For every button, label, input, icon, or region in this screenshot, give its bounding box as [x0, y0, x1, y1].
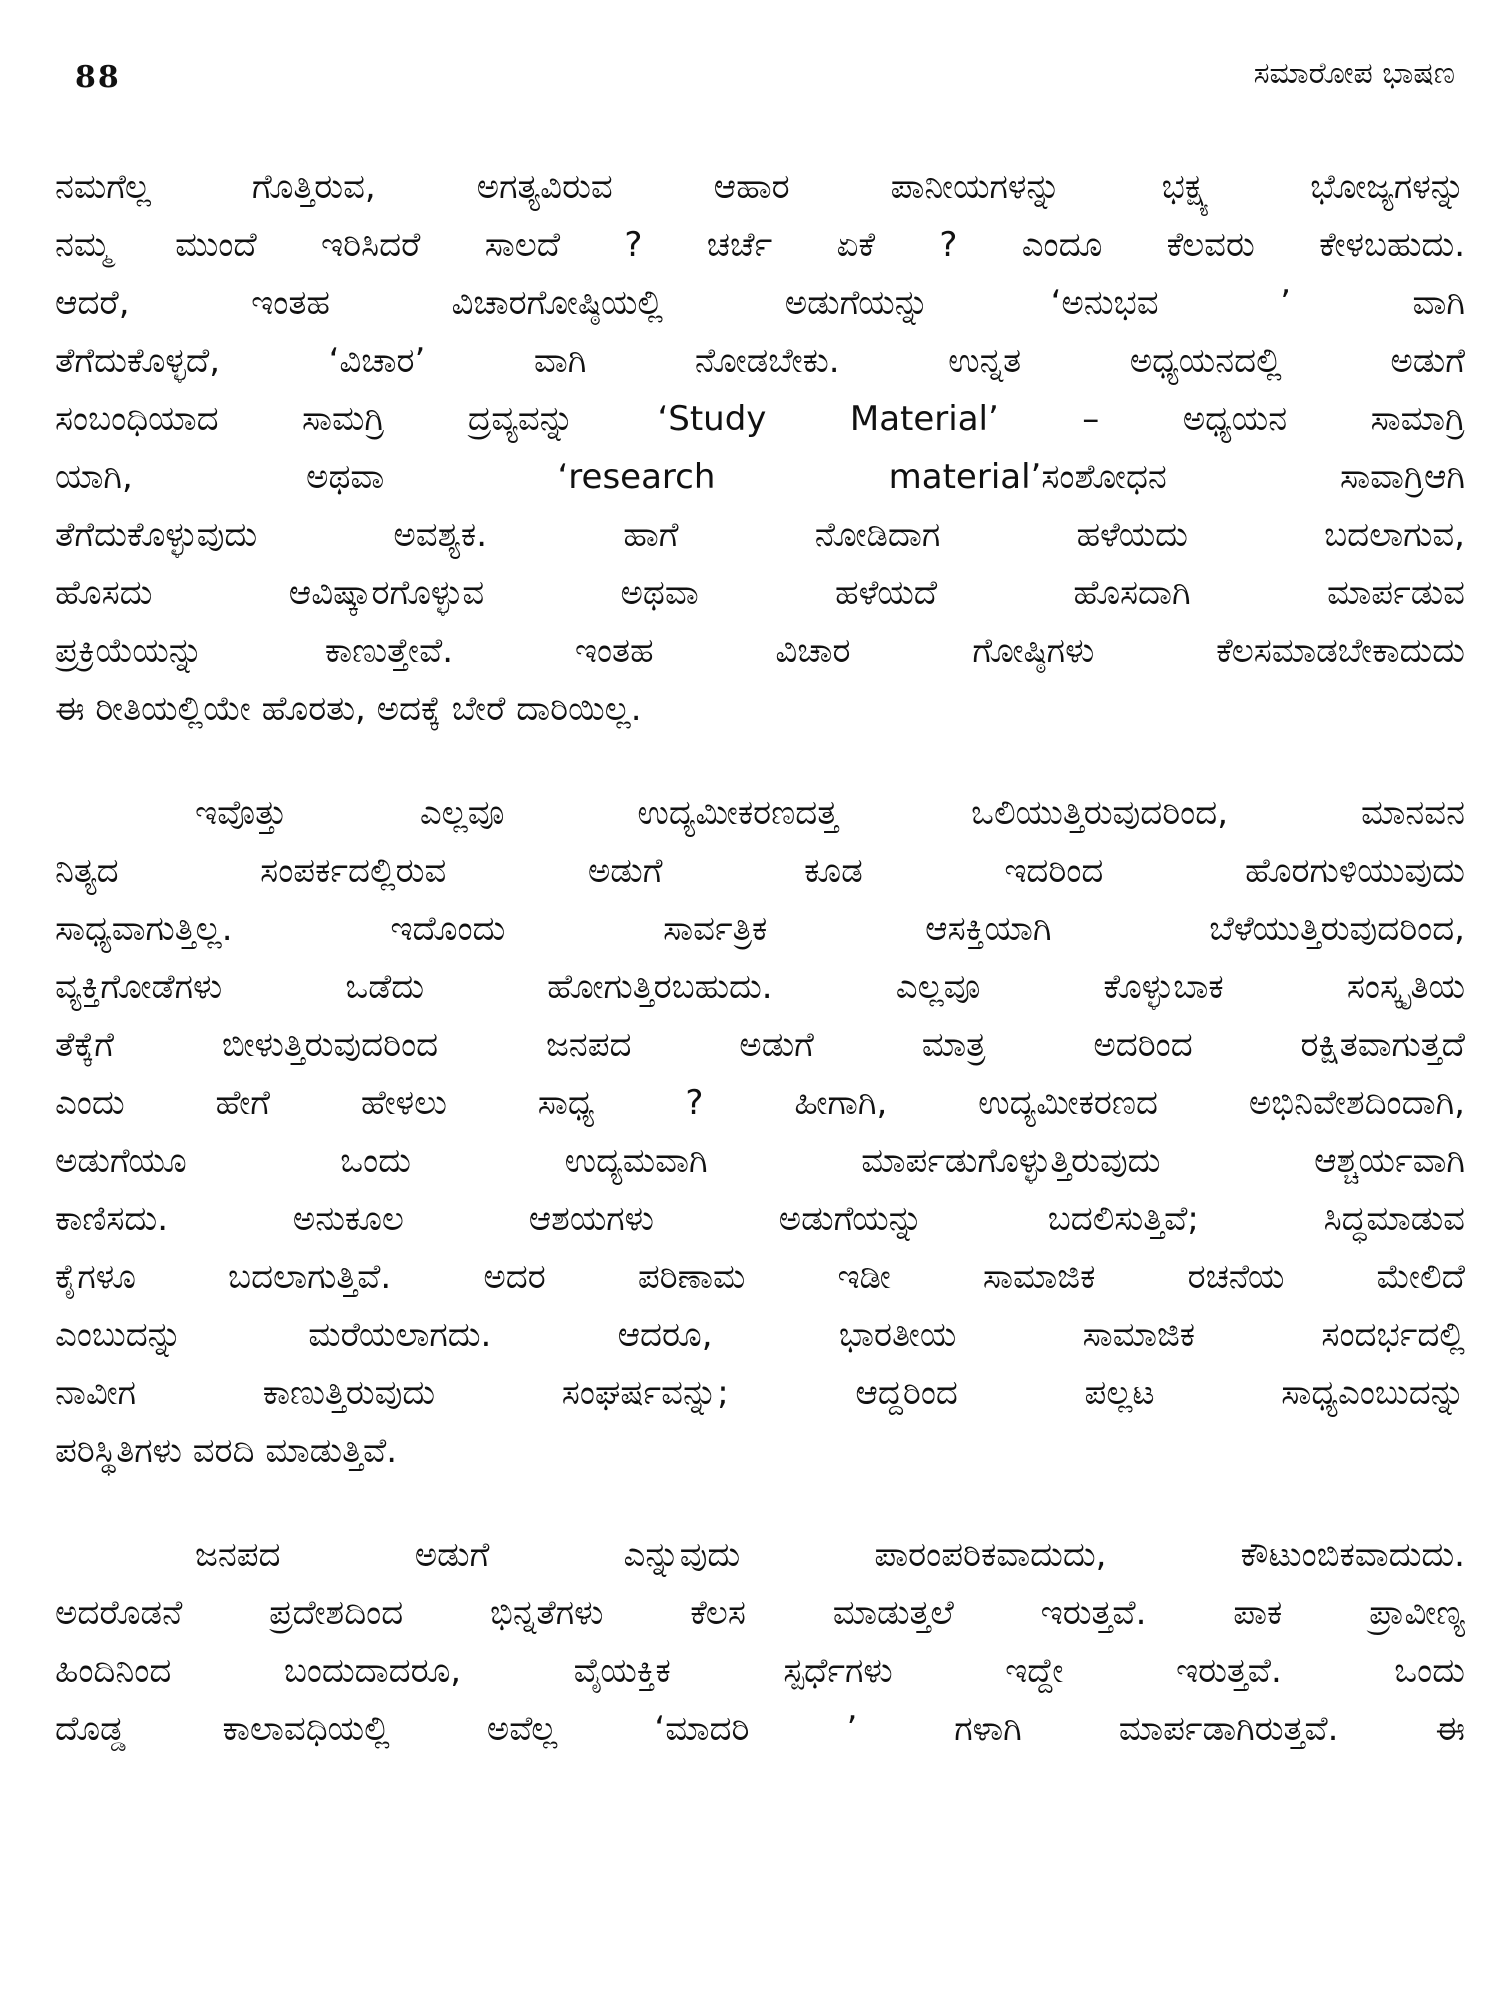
text-line: ಆದರೆ, ಇಂತಹ ವಿಚಾರಗೋಷ್ಠಿಯಲ್ಲಿ ಅಡುಗೆಯನ್ನು ‘ಅನುಭವ ’ ವಾಗಿ: [55, 283, 1465, 323]
text-line: ನಿತ್ಯದ ಸಂಪರ್ಕದಲ್ಲಿರುವ ಅಡುಗೆ ಕೂಡ ಇದರಿಂದ ಹೊರಗುಳಿಯುವುದು: [55, 851, 1465, 891]
text-line: ಅದರೊಡನೆ ಪ್ರದೇಶದಿಂದ ಭಿನ್ನತೆಗಳು ಕೆಲಸ ಮಾಡುತ್ತಲೆ ಇರುತ್ತವೆ. ಪಾಕ ಪ್ರಾವೀಣ್ಯ: [55, 1593, 1465, 1633]
paragraph-3: [55, 1526, 1465, 1758]
text-line: ನಮಗೆಲ್ಲ ಗೊತ್ತಿರುವ, ಅಗತ್ಯವಿರುವ ಆಹಾರ ಪಾನೀಯಗಳನ್ನು ಭಕ್ಷ್ಯ ಭೋಜ್ಯಗಳನ್ನು: [55, 167, 1465, 207]
paragraph-1: [55, 158, 1465, 738]
running-title: ಸಮಾರೋಪ ಭಾಷಣ: [1253, 56, 1455, 91]
paragraph-2: [55, 784, 1465, 1480]
text-line: ಯಾಗಿ, ಅಥವಾ ‘research material’ಸಂಶೋಧನ ಸಾವಾಗ್ರಿಆಗಿ: [55, 457, 1465, 497]
text-line: ಜನಪದ ಅಡುಗೆ ಎನ್ನುವುದು ಪಾರಂಪರಿಕವಾದುದು, ಕೌಟುಂಬಿಕವಾದುದು.: [195, 1535, 1465, 1575]
text-line: ದೊಡ್ಡ ಕಾಲಾವಧಿಯಲ್ಲಿ ಅವೆಲ್ಲ ‘ಮಾದರಿ ’ ಗಳಾಗಿ ಮಾರ್ಪಡಾಗಿರುತ್ತವೆ. ಈ: [55, 1709, 1465, 1749]
text-line: ಅಡುಗೆಯೂ ಒಂದು ಉದ್ಯಮವಾಗಿ ಮಾರ್ಪಡುಗೊಳ್ಳುತ್ತಿರುವುದು ಆಶ್ಚರ್ಯವಾಗಿ: [55, 1141, 1465, 1181]
text-line: ಎಂಬುದನ್ನು ಮರೆಯಲಾಗದು. ಆದರೂ, ಭಾರತೀಯ ಸಾಮಾಜಿಕ ಸಂದರ್ಭದಲ್ಲಿ: [55, 1315, 1465, 1355]
text-line: ಪರಿಸ್ಥಿತಿಗಳು ವರದಿ ಮಾಡುತ್ತಿವೆ.: [55, 1431, 398, 1471]
text-line: ವ್ಯಕ್ತಿಗೋಡೆಗಳು ಒಡೆದು ಹೋಗುತ್ತಿರಬಹುದು. ಎಲ್ಲವೂ ಕೊಳ್ಳುಬಾಕ ಸಂಸ್ಕೃತಿಯ: [55, 967, 1465, 1007]
text-line: ಎಂದು ಹೇಗೆ ಹೇಳಲು ಸಾಧ್ಯ ? ಹೀಗಾಗಿ, ಉದ್ಯಮೀಕರಣದ ಅಭಿನಿವೇಶದಿಂದಾಗಿ,: [55, 1083, 1465, 1123]
text-line: ಪ್ರಕ್ರಿಯೆಯನ್ನು ಕಾಣುತ್ತೇವೆ. ಇಂತಹ ವಿಚಾರ ಗೋಷ್ಠಿಗಳು ಕೆಲಸಮಾಡಬೇಕಾದುದು: [55, 631, 1465, 671]
body-text: [55, 158, 1465, 1758]
text-line: ತೆಗೆದುಕೊಳ್ಳುವುದು ಅವಶ್ಯಕ. ಹಾಗೆ ನೋಡಿದಾಗ ಹಳೆಯದು ಬದಲಾಗುವ,: [55, 515, 1465, 555]
text-line: ಕೈಗಳೂ ಬದಲಾಗುತ್ತಿವೆ. ಅದರ ಪರಿಣಾಮ ಇಡೀ ಸಾಮಾಜಿಕ ರಚನೆಯ ಮೇಲಿದೆ: [55, 1257, 1465, 1297]
text-line: ಸಂಬಂಧಿಯಾದ ಸಾಮಗ್ರಿ ದ್ರವ್ಯವನ್ನು ‘Study Material’ – ಅಧ್ಯಯನ ಸಾಮಾಗ್ರಿ: [55, 399, 1465, 439]
paragraph-gap: [55, 1480, 1465, 1526]
text-line: ತೆಗೆದುಕೊಳ್ಳದೆ, ‘ವಿಚಾರ’ ವಾಗಿ ನೋಡಬೇಕು. ಉನ್ನತ ಅಧ್ಯಯನದಲ್ಲಿ ಅಡುಗೆ: [55, 341, 1465, 381]
page-header: [75, 52, 1455, 102]
text-line: ತೆಕ್ಕೆಗೆ ಬೀಳುತ್ತಿರುವುದರಿಂದ ಜನಪದ ಅಡುಗೆ ಮಾತ್ರ ಅದರಿಂದ ರಕ್ಷಿತವಾಗುತ್ತದೆ: [55, 1025, 1465, 1065]
text-line: ನಮ್ಮ ಮುಂದೆ ಇರಿಸಿದರೆ ಸಾಲದೆ ? ಚರ್ಚೆ ಏಕೆ ? ಎಂದೂ ಕೆಲವರು ಕೇಳಬಹುದು.: [55, 225, 1465, 265]
page-number: 88: [75, 60, 121, 95]
text-line: ಕಾಣಿಸದು. ಅನುಕೂಲ ಆಶಯಗಳು ಅಡುಗೆಯನ್ನು ಬದಲಿಸುತ್ತಿವೆ; ಸಿದ್ಧಮಾಡುವ: [55, 1199, 1465, 1239]
text-line: ಈ ರೀತಿಯಲ್ಲಿಯೇ ಹೊರತು, ಅದಕ್ಕೆ ಬೇರೆ ದಾರಿಯಿಲ್ಲ.: [55, 689, 642, 729]
text-line: ಹಿಂದಿನಿಂದ ಬಂದುದಾದರೂ, ವೈಯಕ್ತಿಕ ಸ್ಪರ್ಧೆಗಳು ಇದ್ದೇ ಇರುತ್ತವೆ. ಒಂದು: [55, 1651, 1465, 1691]
text-line: ಇವೊತ್ತು ಎಲ್ಲವೂ ಉದ್ಯಮೀಕರಣದತ್ತ ಒಲಿಯುತ್ತಿರುವುದರಿಂದ, ಮಾನವನ: [195, 793, 1465, 833]
text-line: ಹೊಸದು ಆವಿಷ್ಕಾರಗೊಳ್ಳುವ ಅಥವಾ ಹಳೆಯದೆ ಹೊಸದಾಗಿ ಮಾರ್ಪಡುವ: [55, 573, 1465, 613]
text-line: ನಾವೀಗ ಕಾಣುತ್ತಿರುವುದು ಸಂಘರ್ಷವನ್ನು; ಆದ್ದರಿಂದ ಪಲ್ಲಟ ಸಾಧ್ಯಎಂಬುದನ್ನು: [55, 1373, 1465, 1413]
text-line: ಸಾಧ್ಯವಾಗುತ್ತಿಲ್ಲ. ಇದೊಂದು ಸಾರ್ವತ್ರಿಕ ಆಸಕ್ತಿಯಾಗಿ ಬೆಳೆಯುತ್ತಿರುವುದರಿಂದ,: [55, 909, 1465, 949]
paragraph-gap: [55, 738, 1465, 784]
